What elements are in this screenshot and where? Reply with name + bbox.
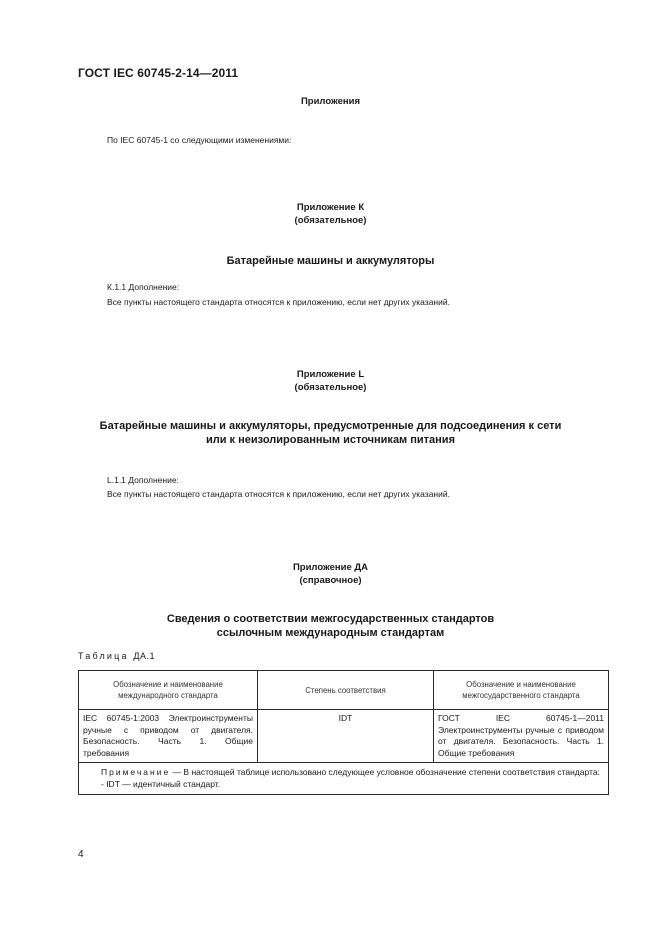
annex-l-title-line1: Батарейные машины и аккумуляторы, предусмотренные для подсоединения к сети xyxy=(99,420,562,432)
table-note-body xyxy=(87,767,602,779)
annex-l-text: Все пункты настоящего стандарта относятся к приложению, если нет других указаний. xyxy=(107,489,450,499)
table-caption-number: ДА.1 xyxy=(133,651,156,661)
document-code: ГОСТ IEC 60745-2-14—2011 xyxy=(78,66,239,80)
header-degree xyxy=(258,671,434,710)
table-header-row xyxy=(79,671,609,710)
note-text: — В настоящей таблице использовано следующее условное обозначение степени соответствия стандарта: xyxy=(170,767,600,777)
table-row xyxy=(79,710,609,763)
annex-da-title-line2: ссылочным международным стандартам xyxy=(216,627,445,639)
cell-degree: IDT xyxy=(258,710,434,763)
note-item: - IDT — идентичный стандарт. xyxy=(101,778,221,789)
annex-l-status: (обязательное) xyxy=(294,382,367,393)
annex-k-status: (обязательное) xyxy=(294,215,367,226)
header-interstate-line2: межгосударственного стандарта xyxy=(462,691,580,700)
table-note-row xyxy=(79,763,609,795)
appendices-title: Приложения xyxy=(300,96,361,107)
table-caption xyxy=(78,651,155,661)
header-interstate-standard xyxy=(434,671,609,710)
annex-l-label: Приложение L xyxy=(296,369,365,380)
annex-da-label: Приложение ДА xyxy=(292,562,369,573)
header-degree-text: Степень соответствия xyxy=(305,685,386,695)
cell-interstate: ГОСТ IEC 60745-1—2011 Электроинструменты ручные с приводом от двигателя. Безопасность. Часть 1. Общие требования xyxy=(434,710,609,763)
table-note xyxy=(79,763,609,795)
annex-l-clause: L.1.1 Дополнение: xyxy=(107,475,179,485)
header-international-line2: международного стандарта xyxy=(118,691,218,700)
header-interstate-line1: Обозначение и наименование xyxy=(466,680,576,689)
table-caption-word: Таблица xyxy=(78,651,129,661)
cell-international: IEC 60745-1:2003 Электроинструменты ручные с приводом от двигателя. Безопасность. Часть 1. Общие требования xyxy=(79,710,258,763)
intro-text: По IEC 60745-1 со следующими изменениями: xyxy=(107,135,292,145)
annex-da-status: (справочное) xyxy=(299,575,362,586)
header-international-line1: Обозначение и наименование xyxy=(113,680,223,689)
annex-k-clause: К.1.1 Дополнение: xyxy=(107,282,180,292)
annex-k-text: Все пункты настоящего стандарта относятся к приложению, если нет других указаний. xyxy=(107,297,450,307)
note-label: Примечание xyxy=(101,767,171,777)
page-number: 4 xyxy=(78,849,84,860)
annex-l-title-line2: или к неизолированным источникам питания xyxy=(205,434,455,446)
correspondence-table xyxy=(78,670,609,795)
annex-k-title: Батарейные машины и аккумуляторы xyxy=(226,255,435,267)
annex-da-title-line1: Сведения о соответствии межгосударственных стандартов xyxy=(166,613,495,625)
annex-k-label: Приложение К xyxy=(296,202,365,213)
header-international-standard xyxy=(79,671,258,710)
